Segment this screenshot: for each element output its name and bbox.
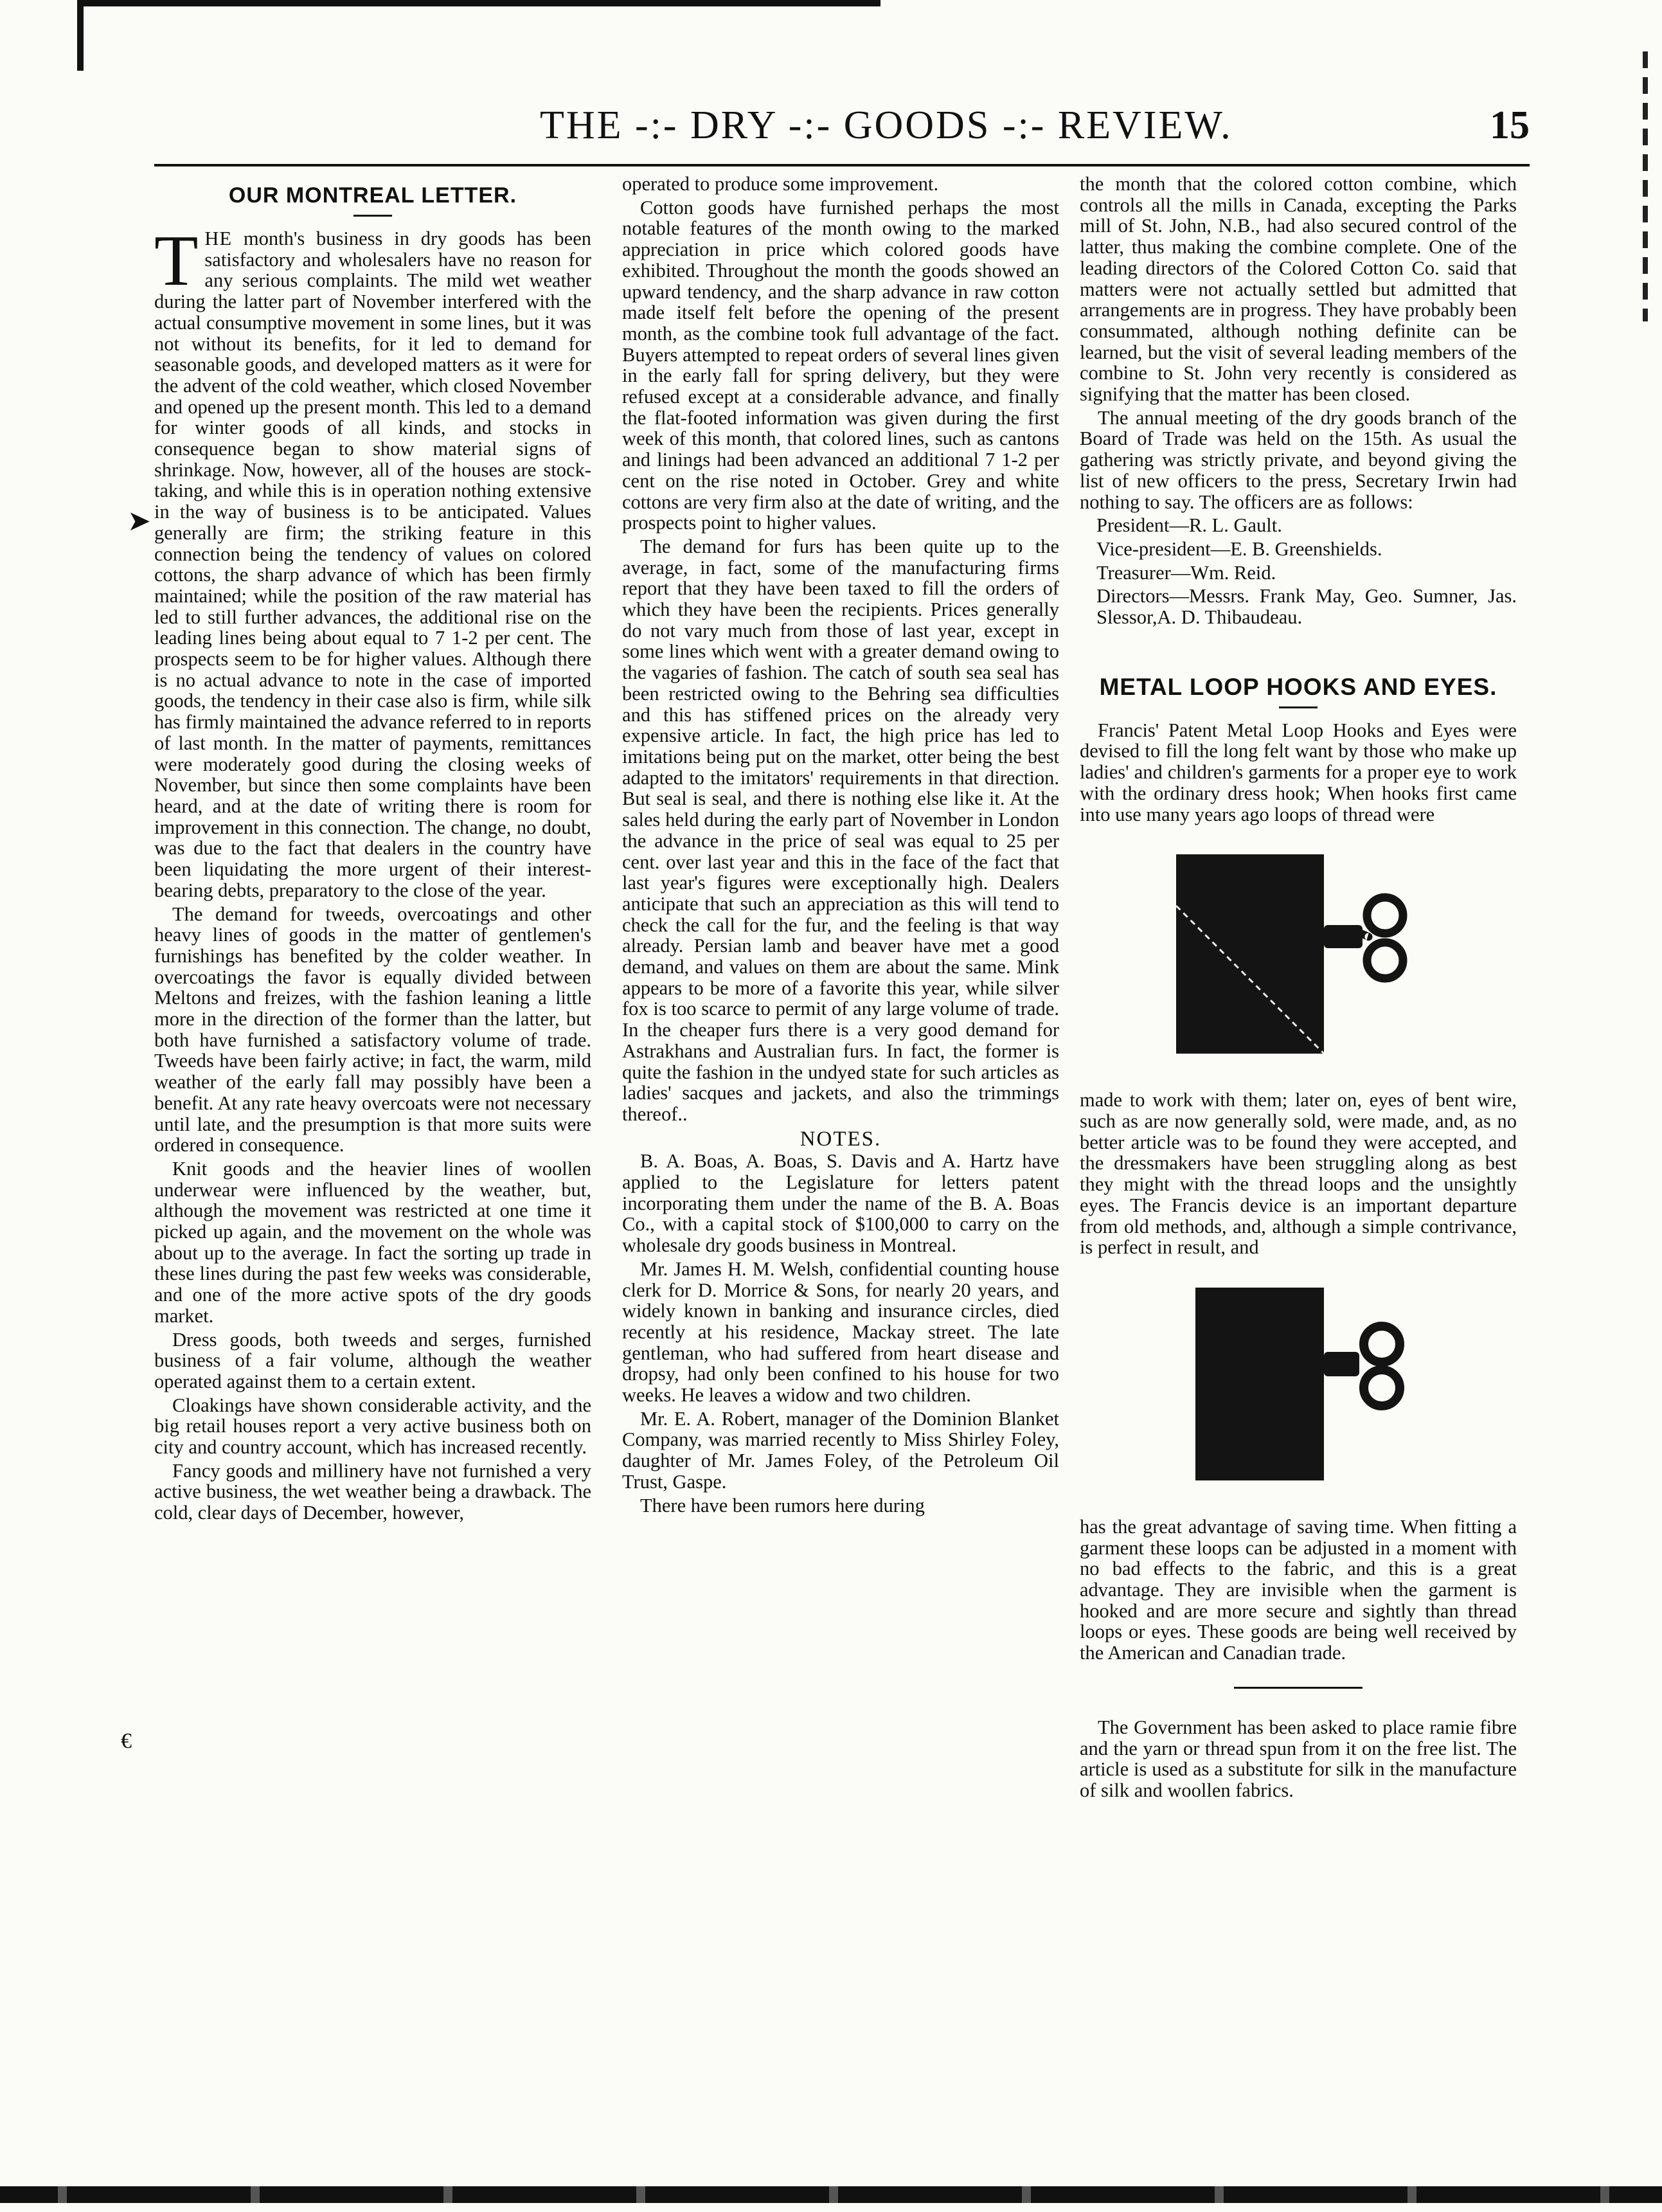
officer-line: Treasurer—Wm. Reid. <box>1096 561 1276 584</box>
article-paragraph: The Government has been asked to place ramie fibre and the yarn or thread spun from it on the free list. The article is used as a substitute for silk in the manufacture of silk and woollen fabrics. <box>1080 1716 1517 1801</box>
officer-line: Vice-president—E. B. Greenshields. <box>1096 537 1382 560</box>
note-paragraph: Mr. E. A. Robert, manager of the Dominion Blanket Company, was married recently to Miss Shirley Foley, daughter of Mr. James Foley, of the Petroleum Oil Trust, Gaspe. <box>622 1407 1059 1493</box>
margin-mark-icon: € <box>121 1729 132 1753</box>
header-rule <box>154 164 1530 166</box>
officer-line: President—R. L. Gault. <box>1096 514 1282 537</box>
article-paragraph: operated to produce some improvement. <box>622 173 939 195</box>
column-right <box>1080 174 1517 1804</box>
article-paragraph: Cloakings have shown considerable activity, and the big retail houses report a very active business both on city and country account, which has increased recently. <box>154 1394 591 1459</box>
journal-title: THE -:- DRY -:- GOODS -:- REVIEW. <box>540 103 1233 147</box>
drop-cap: T <box>154 221 199 301</box>
column-left <box>154 174 591 1526</box>
scan-edge-bottom <box>0 2186 1662 2203</box>
article-paragraph: has the great advantage of saving time. When fitting a garment these loops can be adjusted in a moment with no bad effects to the fabric, and this is a great advantage. They are invisible when the garment is hooked and are more secure and sightly than thread loops or eyes. These goods are being well received by the American and Canadian trade. <box>1080 1515 1517 1664</box>
article-title-hooks: METAL LOOP HOOKS AND EYES. <box>1099 673 1497 700</box>
article-paragraph: Dress goods, both tweeds and serges, furnished business of a fair volume, although the weather operated against them to a certain extent. <box>154 1328 591 1392</box>
article-paragraph <box>154 221 592 901</box>
notes-heading: NOTES. <box>800 1127 882 1151</box>
article-paragraph: The demand for furs has been quite up to the average, in fact, some of the manufacturing firms report that they have been taxed to fill the orders of which they have been the recipients. Prices generally do not vary much from those of last year, except in some lines which went with a greater demand owing to the vagaries of fashion. The catch of south sea seal has been restricted owing to the Behring sea difficulties and this has stiffened prices on the already very expensive article. In fact, the high price has led to imitations being put on the market, otter being the best adapted to the imitators' requirements in that direction. But seal is seal, and there is nothing else like it. At the sales held during the early part of November in London the advance in the price of seal was equal to 25 per cent. over last year and this in the face of the fact that last year's figures were exceptionally high. Dealers anticipate that such an appreciation as this will tend to check the call for the fur, and the feeling is that way already. Persian lamb and beaver have met a good demand, and values on them are about the same. Mink appears to be more of a favorite this year, while silver fox is too scarce to permit of any large volume of trade. In the cheaper furs there is a very good demand for Astrakhans and Australian furs. In fact, the former is quite the fashion in the undyed state for such articles as ladies' sacques and jackets, and also the trimmings thereof.. <box>622 535 1059 1125</box>
paragraph-text: month's business in dry goods has been satisfactory and wholesalers have no reason for any serious complaints. The mild wet weather during the latter part of November interfered with the actual consumptive movement in some lines, but it was not without its benefits, for it led to demand for seasonable goods, and developed matters as it were for the advent of the cold weather, which closed November and opened up the present month. This led to a demand for winter goods of all kinds, and stocks in consequence began to show material signs of shrinkage. Now, however, all of the houses are stock-taking, and while this is in operation nothing extensive in the way of business is to be anticipated. Values generally are firm; the striking feature in this connection being the tendency of values on colored cottons, the sharp advance of which has been firmly maintained; while the position of the raw material has led to still further advances, the additional rise on the leading lines being about equal to 7 1-2 per cent. The prospects seem to be for higher values. Although there is no actual advance to note in the case of imported goods, the tendency in their case also is firm, while silk has firmly maintained the advance referred to in reports of last month. In the matter of payments, remittances were moderately good during the closing weeks of November, but since then some complaints have been heard, and at the date of writing there is room for improvement in this connection. The change, no doubt, was due to the fact that dealers in the country have been liquidating the more urgent of their interest-bearing debts, preparatory to the close of the year. <box>154 228 592 901</box>
note-paragraph: Mr. James H. M. Welsh, confidential counting house clerk for D. Morrice & Sons, for nearly 20 years, and widely known in banking and insurance circles, died recently at his residence, Mackay street. The late gentleman, who had suffered from heart disease and dropsy, had only been confined to his house for two weeks. He leaves a widow and two children. <box>622 1257 1059 1407</box>
hook-and-eye-illustration <box>1080 1281 1517 1487</box>
article-title-montreal: OUR MONTREAL LETTER. <box>228 183 517 208</box>
scan-edge-left <box>77 0 84 71</box>
opening-word: HE <box>204 228 233 249</box>
scan-edge-top <box>77 0 880 6</box>
title-rule <box>1279 706 1318 708</box>
article-paragraph: Cotton goods have furnished perhaps the most notable features of the month owing to the marked appreciation in price which colored goods have exhibited. Throughout the month the goods showed an upward tendency, and the sharp advance in raw cotton made itself felt before the opening of the present month, as the combine took full advantage of the fact. Buyers attempted to repeat orders of several lines given in the early fall for spring delivery, but they were refused except at a considerable advance, and finally the flat-footed information was given during the first week of this month, that colored lines, such as cantons and linings had been advanced an additional 7 1-2 per cent on the rise noted in October. Grey and white cottons are very firm also at the date of writing, and the prospects point to higher values. <box>622 196 1059 534</box>
column-middle <box>622 174 1059 1518</box>
margin-arrow-icon: ➤ <box>127 505 151 537</box>
scan-edge-right <box>1643 51 1648 321</box>
article-paragraph: The demand for tweeds, overcoatings and other heavy lines of goods in the matter of gentlemen's furnishings has benefited by the colder weather. In overcoatings the favor is equally divided between Meltons and freizes, with the fashion leaning a little more in the direction of the former than the latter, but both have furnished a satisfactory volume of trade. Tweeds have been fairly active; in fact, the warm, mild weather of the early fall may possibly have been a benefit. At any rate heavy overcoats were not necessary until late, and the presumption is that more suits were ordered in consequence. <box>154 903 591 1156</box>
section-rule <box>1234 1687 1363 1689</box>
article-paragraph: Francis' Patent Metal Loop Hooks and Eyes were devised to fill the long felt want by those who make up ladies' and children's garments for a proper eye to work with the ordinary dress hook; When hooks first came into use many years ago loops of thread were <box>1080 719 1517 825</box>
title-rule <box>353 215 392 217</box>
note-paragraph: the month that the colored cotton combine, which controls all the mills in Canada, excepting the Parks mill of St. John, N.B., had also secured control of the latter, thus making the combine complete. One of the leading directors of the Colored Cotton Co. said that matters were not actually settled but admitted that arrangements are in progress. They have probably been consummated, although nothing definite can be learned, but the visit of several leading members of the combine to St. John very recently is considered as signifying that the matter has been closed. <box>1080 173 1517 406</box>
article-paragraph: made to work with them; later on, eyes of bent wire, such as are now generally sold, were made, and, as no better article was to be found they were accepted, and the dressmakers have been struggling along as best they might with the thread loops and the unsightly eyes. The Francis device is an important departure from old methods, and, although a simple contrivance, is perfect in result, and <box>1080 1089 1517 1259</box>
hook-and-eye-illustration <box>1080 848 1517 1060</box>
note-paragraph: There have been rumors here during <box>640 1494 925 1516</box>
page-number: 15 <box>1490 103 1530 147</box>
running-head <box>154 96 1530 161</box>
note-paragraph: The annual meeting of the dry goods branch of the Board of Trade was held on the 15th. As usual the gathering was strictly private, and beyond giving the list of new officers to the press, Secretary Irwin had nothing to say. The officers are as follows: <box>1080 406 1517 513</box>
article-paragraph: Fancy goods and millinery have not furnished a very active business, the wet weather being a drawback. The cold, clear days of December, however, <box>154 1459 591 1524</box>
officer-line: Directors—Messrs. Frank May, Geo. Sumner, Jas. Slessor,A. D. Thibaudeau. <box>1096 585 1517 629</box>
note-paragraph: B. A. Boas, A. Boas, S. Davis and A. Hartz have applied to the Legislature for letters patent incorporating them under the name of the B. A. Boas Co., with a capital stock of $100,000 to carry on the wholesale dry goods business in Montreal. <box>622 1150 1059 1257</box>
article-paragraph: Knit goods and the heavier lines of woollen underwear were influenced by the weather, but, although the movement was restricted at one time it picked up again, and the movement on the whole was about up to the average. In fact the sorting up trade in these lines during the past few weeks was considerable, and one of the more active spots of the dry goods market. <box>154 1157 591 1327</box>
